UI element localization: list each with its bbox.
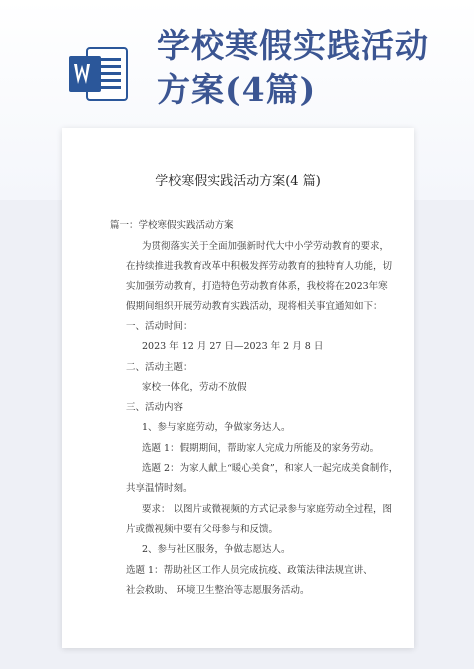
doc-line: 为贯彻落实关于全面加强新时代大中小学劳动教育的要求， (142, 241, 390, 252)
doc-line: 2、参与社区服务，争做志愿达人。 (142, 544, 291, 555)
doc-line: 要求： 以图片或微视频的方式记录参与家庭劳动全过程，图 (142, 504, 393, 515)
doc-line: 共享温情时刻。 (126, 483, 193, 494)
doc-line: 片或微视频中要有父母参与和反馈。 (126, 524, 279, 535)
doc-line: 选题 1：帮助社区工作人员完成抗疫、政策法律法规宣讲、 (126, 565, 373, 576)
doc-line: 选题 1：假期期间，帮助家人完成力所能及的家务劳动。 (142, 443, 380, 454)
header-title-line-2: 方案(4篇) (157, 70, 317, 109)
header-title (157, 24, 429, 112)
document-title: 学校寒假实践活动方案(4 篇) (155, 174, 321, 189)
doc-line: 二、活动主题： (126, 362, 193, 373)
doc-line: 假期间组织开展劳动教育实践活动，现将相关事宜通知如下： (126, 301, 383, 312)
doc-line: 家校一体化，劳动不放假 (142, 382, 247, 393)
doc-line: 社会救助、 环境卫生整治等志愿服务活动。 (126, 585, 310, 596)
header-title-line-1: 学校寒假实践活动 (157, 26, 429, 65)
doc-line: 1、参与家庭劳动，争做家务达人。 (142, 422, 291, 433)
doc-line: 2023 年 12 月 27 日—2023 年 2 月 8 日 (142, 341, 324, 352)
doc-line: 实加强劳动教育，打造特色劳动教育体系，我校将在2023年寒 (126, 281, 388, 292)
doc-line: 一、活动时间： (126, 321, 193, 332)
doc-line: 篇一：学校寒假实践活动方案 (110, 220, 234, 231)
doc-line: 选题 2：为家人献上“暖心美食”，和家人一起完成美食制作， (142, 463, 399, 474)
document-page (62, 128, 414, 648)
doc-line: 三、活动内容 (126, 402, 184, 413)
doc-line: 在持续推进我教育改革中积极发挥劳动教育的独特育人功能，切 (126, 261, 393, 272)
word-document-icon (67, 44, 129, 104)
